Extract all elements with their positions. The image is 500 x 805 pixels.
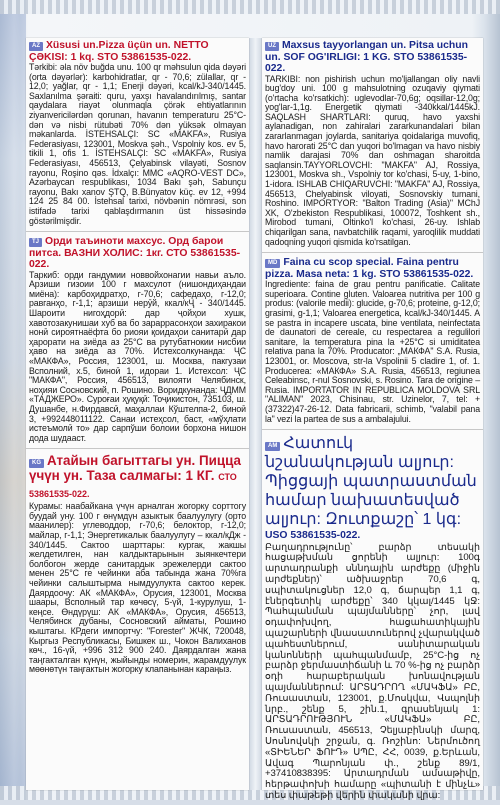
label-title-az [29, 40, 246, 63]
label-block-uz [262, 38, 483, 250]
label-block-md [262, 255, 483, 427]
language-tag-am: AM [265, 442, 280, 451]
label-standard-am: USO 53861535-022. [265, 530, 361, 542]
label-block-am [262, 432, 483, 805]
label-text-tj: Таркиб: орди гандумии новвойхонагии навьи аъло. Арзиши гизоии 100 г махсулот (нишондиҳандаи миёна): карбоҳидратҳо, г-70,6; сафедаҳо, г-12,0; равганҳо, г-1,1; арзиши нерӯй, ккал/кҶ - 340/1445. Шароити нигоҳдорӣ: дар ҷойҳои хушк, хавотозакунишаи хуб ва бо зараррасонҳои захиракои нонӣ сироятнаёфта бо риояи қоидаҳои санитарӣ дар ҳарорати на зиёда аз 25°С ва рутубатнокии нисбии ҳаво на зиёда аз 70%. Истехсолкунанда: ҶС «МАКФА», Россия, 123001, ш. Москва, пакгузаи Всполний, х.5, биноӣ 1, идораи 1. Истехсол: ҶС "МАКФА", Россия, 456513, вилояти Челябинск, ноҳияи Сосновский, п. Рошино. Воридкунанда: ҶДММ «ТАДЖЕРО». Суроғаи ҳуқуқӣ: Тоҷикистон, 735103, ш. Душанбе, н.Фирдавсӣ, маҳаллаи Кўштелпа-2, биноӣ 3, +992448011122. Санаи истеҳсол, баст, «мўҳлати истеъмолӣ то» дар сарпўши болоии борхона нишон дода шудааст. [29, 269, 246, 443]
label-text-md: Ingrediente: faina de grau pentru panificatie. Calitate superioara. Contine gluten. Valoarea nutritiva per 100 g produs: (valorile medii): glucide, g-70,6; proteine, g-12,0; grasimi, g-1,1; Valoarea energetica, kcal/kJ-340/1445. A se pastra in incapere uscata, bine ventilata, neinfectata de daunatori de cereale, cu respectarea a regulilori sanitare, la temperatura pina la +25°C si umiditatea relativa pana la 70%. Producator: „МАКФА" S.A. Rusia, 123001, or. Moscova, str-la Vspolinii 5 cladire 1, of. 1. Producerea: «МАКФА» S.A. Rusia, 456513, regiunea Celeabinsc, r-nul Sosnovski, s. Rosino. Tara de origine – Rusia. IMPORTATOR IN REPUBLICA MOLDOVA SRL "ALIMAN" 2023, Chisinau, str. Uzinelor, 7, tel: +(37322)47-26-12. Data fabricarii, schimb, "valabil pana la" vezi la partea de sus a ambalajului. [265, 279, 480, 424]
divider [26, 231, 249, 232]
label-title-text-kg: Атайын багыттагы ун. Пицца үчүн ун. Таза салмагы: 1 КГ. [29, 453, 241, 484]
label-title-text-md: Faina cu scop special. Faina pentru pizza. Masa neta: 1 kg. STO 53861535-022. [265, 257, 474, 280]
panel-separator [249, 38, 262, 790]
label-text-kg: Курамы: наабайкана үчүн арналган жогорку сорттогу буудай уну. 100 г өнүмдүн азыктык баалуулугу (орто маанилер): углеводдор, г-70,6; белоктор, г-12,0; майлар, г-1,1; Энергетикалык баалуулугу – ккал/кДж - 340/1445. Сактоо шарттары: кургак, жакшы желдетилген, нан калдыктарынын зыянкечтери болбогон жерде санитардык эрежелерди сактоо менен 25°C ге чейинки аба табында жана 70%га чейинки салыштырма нымдуулукта сактоо керек. Даярдоочу: АК «МАКФА», Орусия, 123001, Москва шаары, Всполный тар көчөсү, 5-үй, 1-курулуш, 1-кеңсе. Өндүрүш: АК «МАКФА», Орусия, 456513, Челябинск дубаны, Сосновский айматы, Рошино кыштагы. КРдеги импортчу: "Forester" ЖЧК, 720048, Кыргыз Республикасы, Бишкек ш., Чокон Валиханов көч., 16-үй, +996 312 900 240. Даярдалган жана таңгакталган күнүн, жыйынды номерин, жарамдуулук мөөнөтүн таңгактын жогорку клапанынан караңыз. [29, 501, 246, 675]
divider [262, 429, 483, 430]
package-side-strip [0, 0, 26, 800]
label-title-am [265, 434, 480, 529]
language-tag-uz: UZ [265, 42, 279, 51]
label-block-az [26, 38, 249, 229]
label-title-tj [29, 236, 246, 271]
label-title-uz [265, 40, 480, 75]
language-tag-kg: KG [29, 459, 44, 468]
label-block-tj [26, 234, 249, 446]
divider [262, 252, 483, 253]
package-top-crimp [0, 0, 500, 14]
label-title-text-am: Հատուկ նշանակության ալյուր: Պիցցայի պատրաստման համար նախատեսված ալյուր: Զուտքաշը՝ 1 կգ: [265, 435, 477, 529]
label-title-kg [29, 453, 246, 502]
label-panel-left [26, 38, 249, 790]
label-title-text-tj: Орди таъиноти махсус. Орд барои питса. ВАЗНИ ХОЛИС: 1кг. СТО 53861535-022. [29, 236, 241, 271]
language-tag-az: AZ [29, 42, 43, 51]
label-block-kg [26, 451, 249, 678]
label-title-text-az: Xüsusi un.Pizza üçün un. NETTO ÇƏKISI: 1 kq. STO 53861535-022. [29, 40, 209, 63]
label-text-am: Բաղադրությունը՝ բարձր տեսակի հացաթխման ցորենի ալյուր: 100գ արտադրանքի սննդային արժեքը (միջին արժեքներ)՝ ածխաջրեր 70,6 գ, սպիտակուցներ 12,0 գ, ճարպեր 1,1 գ, էներգետիկ արժեքը՝ 340 կկալ/1445 կՋ: Պահպանման պայմանները՝ չոր, լավ օդափոխվող, հացահատիկային պաշարների վնասատուներով չվարակված պահեստներում, սանիտարական կանոնների պահպանմամբ, 25°C-ից ոչ բարձր ջերմաստիճանի և 70 %-ից ոչ բարձր օդի հարաբերական խոնավության պայմաններում: ԱՐՏԱԴՐՈՂ «ՄԱԿՖԱ» ԲԸ, Ռուսաստան, 123001, ք.Մոսկվա, Վսպոլնի նրբ., շենք 5, շին.1, գրասենյակ 1: ԱՐՏԱԴՐՈՒԹՅՈՒՆ «ՄԱԿՖԱ» ԲԸ, Ռուսաստան, 456513, Չելյաբինսկի մարզ, Սոսնովսկի շրջան, գ. Ռոշինո: Ներմուծող «ՏԻԵՆԵՐ ՖՈՒԴ» ՍՊԸ, ՀՀ, 0039, ք.Երևան, Ավագ Պարոնյան փ., շենք 89/1, +37410838395: Արտադրման ամսաթիվը, հերթափոխի համարը «պիտանի է մինչև» տես փաթեթի վերին փականի վրա: [265, 541, 480, 801]
label-title-md [265, 257, 480, 280]
label-standard-kg: СТО 53861535-022. [29, 472, 237, 500]
label-text-uz: TARKIBI: non pishirish uchun mo'ljallangan oliy navli bug'doy uni. 100 g mahsulotning ozuqaviy qiymati (o'rtacha ko'rsatkich): uglevodlar-70,6g; oqsillar-12,0g; yog'lar-1,1g. Energetik qiymati -340kkal/1445kJ. SAQLASH SHARTLARI: quruq, havo yaxshi aylanadigan, non zahiralari zararkunandalari bilan zararlanmagan joylarda, sanitariya qoidalariga muvofiq, havo harorati 25°C dan yuqori bo'lmagan va havo nisbiy namlik darajasi 70% dan oshmagan sharoitda saqlansin.TAYYORLOVCHI: "MAKFA" AJ, Rossiya, 123001, Moskva sh., Vspolniy tor ko'chasi, 5-uy, 1-bino, 1-idora. ISHLAB CHIQARUVCHI: "MAKFA" AJ, Rossiya, 456513, Chelyabinsk viloyati, Sosnovskiy tumani, Roshino. IMPORTYOR: "Balton Trading (Asia)" MChJ XK, O'zbekiston Respublikasi, 100072, Toshkent sh., Mirobod tumani, Oltinko'l ko'chasi, 26-uy. Ishlab chiqarilgan sana, navbatchilik raqami, yaroqlilik muddati qadoqning yuqori qismida ko'rsatilgan. [265, 73, 480, 247]
label-panel-right [262, 38, 483, 801]
language-tag-md: MD [265, 259, 280, 268]
divider [26, 448, 249, 449]
label-text-az: Tərkibi: əla növ buğda unu. 100 qr məhsulun qida dəyəri (orta dəyərlər): karbohidratlar, qr - 70,6; zülallar, qr - 12,0; yağlar, qr - 1,1; Enerji dəyəri, kcal/kJ-340/1445. Saxlanılma şəraiti: quru, yaxşı havalandırılmış, santar qaydalara riayət olunmaqla çörək ehtiyatlarının ziyanvericilərdən qorunan, havanın temperaturu 25°C-dən və nisbi rütubəti 70% dən yüksək olmayan məkanlarda. İSTEHSALÇI: SC «MAKFA», Rusiya Federasiyası, 123001, Moskva şəh., Vspolniy kos. ev 5, tikili 1, ofis 1. İSTEHSALÇI: SC «MAKFA», Rusiya Federasiyası, 456513, Çelyabinsk vilayəti, Sosnov rayonu, Roşino qəs. İdxalçı: MMC «AQRO-VEST DC», Azərbaycan respublikası, 1034 Bakı şəh, Sabunçu rayonu, Bakı xanov ŞTQ, B.Bünyatov küç. ev 12, +994 124 25 84 00. İstehsal tarixi, növbənin nömrəsi, son istifadə tarixi qablaşdırmanın üst hissəsində göstərilmişdir. [29, 62, 246, 226]
label-title-text-uz: Maxsus tayyorlangan un. Pitsa uchun un. SOF OG'IRLIGI: 1 KG. STO 53861535-022. [265, 40, 468, 74]
language-tag-tj: TJ [29, 238, 42, 247]
